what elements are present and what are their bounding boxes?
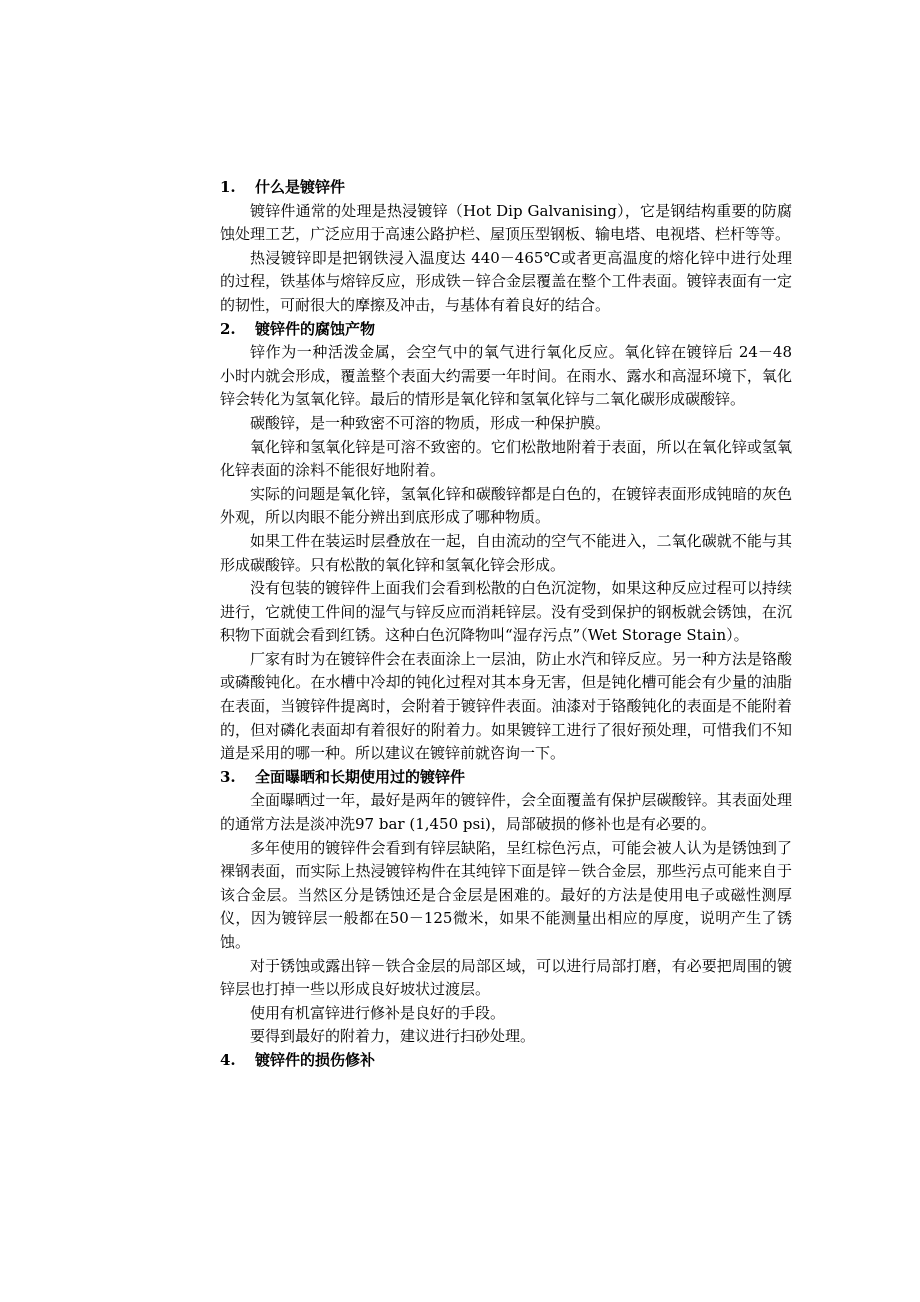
section-title: 镀锌件的腐蚀产物 xyxy=(255,319,376,338)
document-body xyxy=(220,176,792,1073)
section-number: 4. xyxy=(220,1050,236,1069)
section-heading xyxy=(220,318,792,342)
paragraph: 厂家有时为在镀锌件会在表面涂上一层油，防止水汽和锌反应。另一种方法是铬酸或磷酸钝化。在水槽中冷却的钝化过程对其本身无害，但是钝化槽可能会有少量的油脂在表面，当镀锌件提离时，会附着于镀锌件表面。油漆对于铬酸钝化的表面是不能附着的，但对磷化表面却有着很好的附着力。如果镀锌工进行了很好预处理，可惜我们不知道是采用的哪一种。所以建议在镀锌前就咨询一下。 xyxy=(220,649,792,763)
paragraph: 对于锈蚀或露出锌－铁合金层的局部区域，可以进行局部打磨，有必要把周围的镀锌层也打掉一些以形成良好坡状过渡层。 xyxy=(220,956,792,999)
section-title: 什么是镀锌件 xyxy=(255,178,346,196)
paragraph: 氧化锌和氢氧化锌是可溶不致密的。它们松散地附着于表面，所以在氧化锌或氢氧化锌表面的涂料不能很好地附着。 xyxy=(220,437,792,480)
paragraph: 多年使用的镀锌件会看到有锌层缺陷，呈红棕色污点，可能会被人认为是锈蚀到了裸钢表面，而实际上热浸镀锌构件在其纯锌下面是锌－铁合金层，那些污点可能来自于该合金层。当然区分是锈蚀还是合金层是困难的。最好的方法是使用电子或磁性测厚仪，因为镀锌层一般都在50－125微米，如果不能测量出相应的厚度，说明产生了锈蚀。 xyxy=(220,838,792,951)
paragraph: 锌作为一种活泼金属，会空气中的氧气进行氧化反应。氧化锌在镀锌后 24－48 小时内就会形成，覆盖整个表面大约需要一年时间。在雨水、露水和高湿环境下，氧化锌会转化为氢氧化锌。最后的情形是氧化锌和氢氧化锌与二氧化碳形成碳酸锌。 xyxy=(220,343,792,409)
section-heading xyxy=(220,176,792,200)
paragraph: 实际的问题是氧化锌，氢氧化锌和碳酸锌都是白色的，在镀锌表面形成钝暗的灰色外观，所以肉眼不能分辨出到底形成了哪种物质。 xyxy=(220,484,792,527)
paragraph: 如果工件在装运时层叠放在一起，自由流动的空气不能进入，二氧化碳就不能与其形成碳酸锌。只有松散的氧化锌和氢氧化锌会形成。 xyxy=(220,531,792,574)
section-number: 1. xyxy=(220,178,236,196)
section-number: 3. xyxy=(220,767,236,786)
section-number: 2. xyxy=(220,319,236,338)
paragraph: 镀锌件通常的处理是热浸镀锌（Hot Dip Galvanising），它是钢结构重要的防腐蚀处理工艺，广泛应用于高速公路护栏、屋顶压型钢板、输电塔、电视塔、栏杆等等。 xyxy=(220,201,792,244)
paragraph: 使用有机富锌进行修补是良好的手段。 xyxy=(250,1003,506,1022)
paragraph: 碳酸锌，是一种致密不可溶的物质，形成一种保护膜。 xyxy=(250,413,611,432)
paragraph: 没有包装的镀锌件上面我们会看到松散的白色沉淀物，如果这种反应过程可以持续进行，它就使工件间的湿气与锌反应而消耗锌层。没有受到保护的钢板就会锈蚀，在沉积物下面就会看到红锈。这种白色沉降物叫“湿存污点”（Wet Storage Stain）。 xyxy=(220,579,792,645)
section-title: 全面曝晒和长期使用过的镀锌件 xyxy=(255,767,466,786)
paragraph: 热浸镀锌即是把钢铁浸入温度达 440－465℃或者更高温度的熔化锌中进行处理的过程，铁基体与熔锌反应，形成铁－锌合金层覆盖在整个工件表面。镀锌表面有一定的韧性，可耐很大的摩擦及冲击，与基体有着良好的结合。 xyxy=(220,248,792,314)
paragraph: 要得到最好的附着力，建议进行扫砂处理。 xyxy=(250,1027,536,1046)
section-title: 镀锌件的损伤修补 xyxy=(255,1050,376,1069)
section-heading xyxy=(220,1049,792,1073)
section-heading xyxy=(220,766,792,790)
paragraph: 全面曝晒过一年，最好是两年的镀锌件，会全面覆盖有保护层碳酸锌。其表面处理的通常方法是淡冲洗97 bar (1,450 psi)，局部破损的修补也是有必要的。 xyxy=(220,791,792,834)
